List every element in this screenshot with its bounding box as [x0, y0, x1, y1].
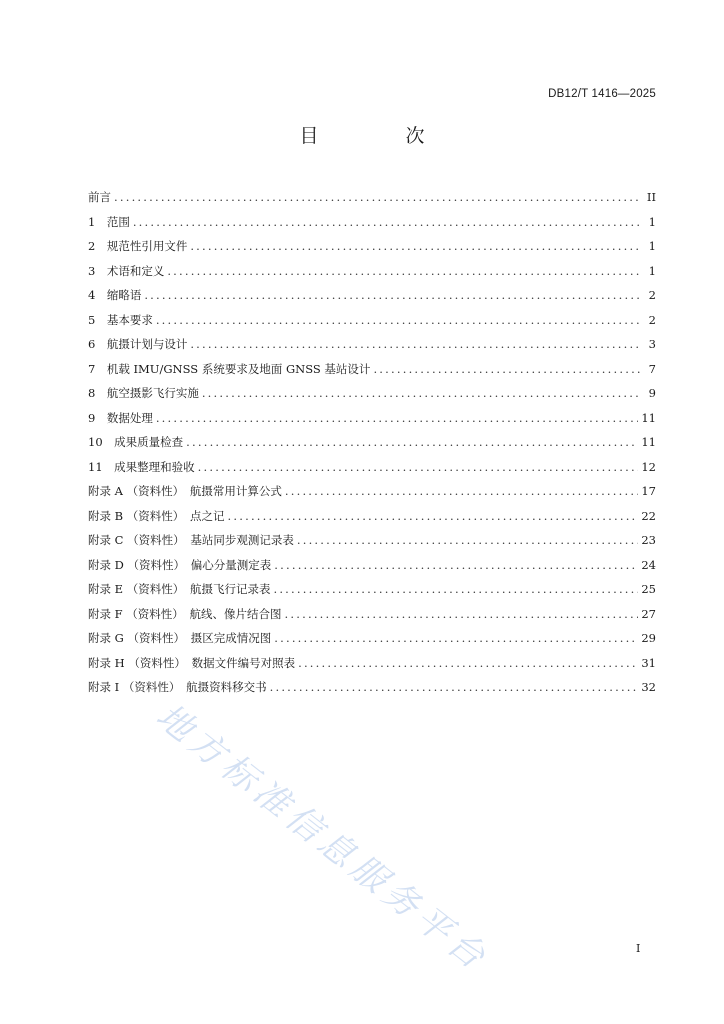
toc-entry-appendix-e[interactable] [88, 577, 656, 602]
toc-entry-label: 6 航摄计划与设计 [88, 337, 188, 351]
toc-leader-dots [156, 406, 639, 431]
toc-entry-page: 24 [641, 557, 656, 572]
toc-leader-dots [202, 381, 641, 406]
toc-entry-page: 17 [641, 484, 656, 498]
toc-entry-page: 31 [641, 655, 656, 670]
toc-entry-foreword[interactable] [88, 185, 656, 210]
toc-entry-label: 附录 C （资料性） 基站同步观测记录表 [88, 533, 294, 547]
toc-leader-dots [285, 602, 639, 627]
toc-leader-dots [373, 357, 641, 382]
toc-entry-terms[interactable] [88, 259, 656, 284]
toc-title: 目 次 [299, 125, 459, 147]
toc-entry-appendix-a[interactable] [88, 479, 656, 504]
toc-entry-page: 1 [648, 214, 656, 229]
toc-entry-page: II [646, 190, 656, 204]
toc-entry-label: 1 范围 [88, 214, 130, 229]
toc-leader-dots [156, 308, 641, 333]
toc-entry-label: 10 成果质量检查 [88, 435, 184, 449]
toc-entry-flight[interactable] [88, 381, 656, 406]
toc-entry-label: 附录 I （资料性） 航摄资料移交书 [88, 680, 267, 694]
toc-entry-appendix-d[interactable] [88, 553, 656, 578]
toc-entry-label: 附录 F （资料性） 航线、像片结合图 [88, 606, 282, 621]
toc-entry-page: 11 [641, 435, 656, 449]
toc-entry-appendix-g[interactable] [88, 626, 656, 651]
watermark: 地方标准信息服务平台 [148, 696, 497, 981]
toc-entry-page: 11 [641, 410, 656, 425]
toc-entry-abbreviations[interactable] [88, 283, 656, 308]
toc-leader-dots [133, 210, 641, 235]
toc-entry-page: 1 [648, 239, 656, 253]
toc-entry-page: 25 [641, 582, 656, 596]
toc-entry-appendix-b[interactable] [88, 504, 656, 529]
toc-entry-label: 附录 H （资料性） 数据文件编号对照表 [88, 655, 296, 670]
toc-entry-page: 1 [648, 263, 656, 278]
toc-entry-appendix-c[interactable] [88, 528, 656, 553]
toc-entry-label: 5 基本要求 [88, 312, 153, 327]
toc-entry-basic-requirements[interactable] [88, 308, 656, 333]
toc-entry-label: 3 术语和定义 [88, 263, 165, 278]
toc-entry-page: 2 [648, 288, 656, 302]
toc-leader-dots [198, 455, 639, 480]
toc-entry-data-processing[interactable] [88, 406, 656, 431]
toc-entry-label: 前言 [88, 190, 111, 204]
toc-leader-dots [114, 185, 641, 210]
toc-leader-dots [298, 651, 638, 676]
toc-entry-scope[interactable] [88, 210, 656, 235]
toc-leader-dots [274, 553, 638, 578]
toc-entry-page: 27 [641, 606, 656, 621]
toc-entry-label: 9 数据处理 [88, 410, 153, 425]
toc-entry-appendix-f[interactable] [88, 602, 656, 627]
toc-entry-label: 11 成果整理和验收 [88, 459, 195, 474]
page-number: I [636, 942, 641, 955]
toc-leader-dots [274, 626, 638, 651]
toc-entry-page: 3 [648, 337, 656, 351]
toc-entry-label: 附录 B （资料性） 点之记 [88, 508, 225, 523]
toc-entry-label: 8 航空摄影飞行实施 [88, 386, 199, 400]
toc-entry-page: 29 [641, 631, 656, 645]
toc-entry-page: 2 [648, 312, 656, 327]
toc-leader-dots [186, 430, 638, 455]
toc-leader-dots [190, 332, 641, 357]
toc-entry-acceptance[interactable] [88, 455, 656, 480]
toc-entry-page: 23 [641, 533, 656, 547]
toc-leader-dots [273, 577, 638, 602]
toc-entry-appendix-h[interactable] [88, 651, 656, 676]
table-of-contents [88, 185, 656, 700]
toc-entry-label: 2 规范性引用文件 [88, 239, 188, 253]
toc-entry-label: 附录 D （资料性） 偏心分量测定表 [88, 557, 272, 572]
toc-leader-dots [270, 675, 639, 700]
toc-entry-page: 9 [648, 386, 656, 400]
toc-entry-page: 7 [648, 361, 656, 376]
toc-leader-dots [144, 283, 641, 308]
toc-entry-page: 12 [641, 459, 656, 474]
toc-entry-label: 附录 G （资料性） 摄区完成情况图 [88, 631, 272, 645]
toc-entry-label: 4 缩略语 [88, 288, 142, 302]
toc-entry-page: 32 [641, 680, 656, 694]
toc-entry-page: 22 [641, 508, 656, 523]
toc-entry-normative-references[interactable] [88, 234, 656, 259]
toc-entry-imu-gnss[interactable] [88, 357, 656, 382]
toc-entry-label: 7 机载 IMU/GNSS 系统要求及地面 GNSS 基站设计 [88, 361, 371, 376]
document-code: DB12/T 1416—2025 [548, 88, 656, 100]
toc-leader-dots [297, 528, 639, 553]
toc-entry-label: 附录 E （资料性） 航摄飞行记录表 [88, 582, 271, 596]
toc-entry-appendix-i[interactable] [88, 675, 656, 700]
toc-leader-dots [167, 259, 641, 284]
toc-entry-quality-check[interactable] [88, 430, 656, 455]
toc-leader-dots [190, 234, 641, 259]
toc-leader-dots [285, 479, 638, 504]
toc-entry-plan-design[interactable] [88, 332, 656, 357]
toc-entry-label: 附录 A （资料性） 航摄常用计算公式 [88, 484, 282, 498]
toc-leader-dots [228, 504, 639, 529]
